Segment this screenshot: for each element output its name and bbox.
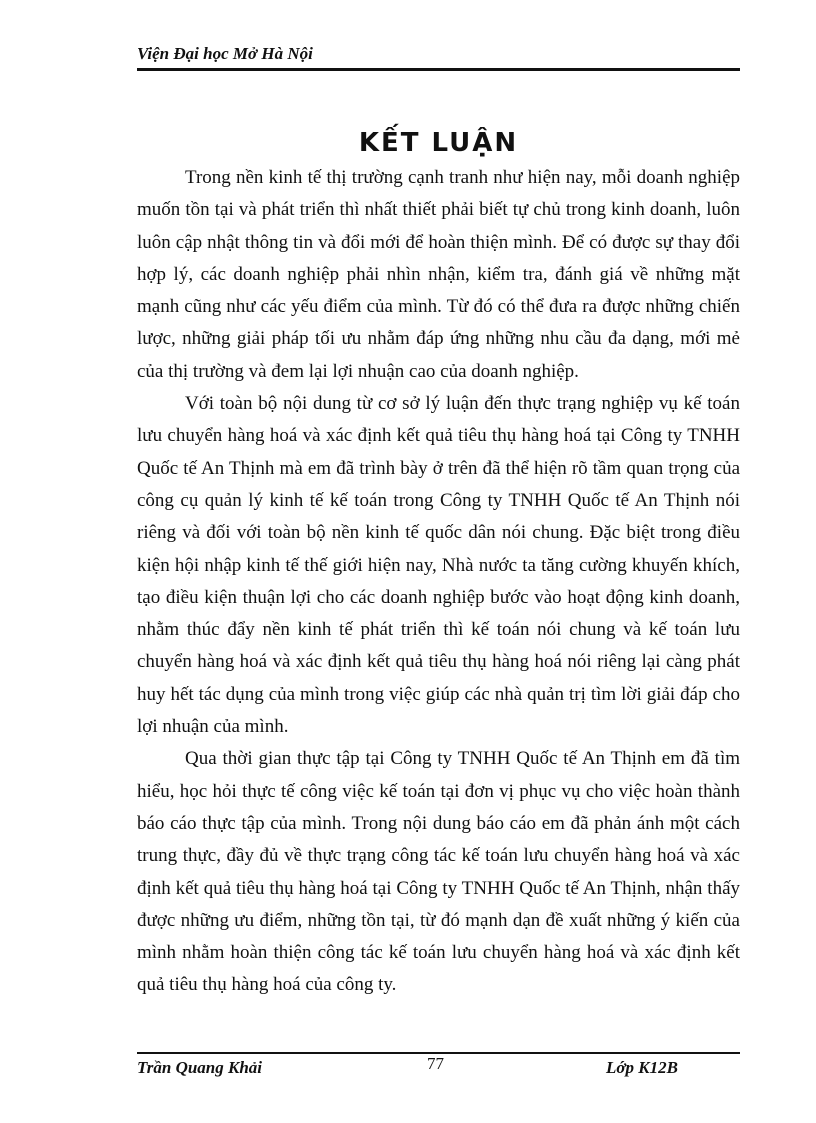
paragraph-2: Với toàn bộ nội dung từ cơ sở lý luận đến thực trạng nghiệp vụ kế toán lưu chuyển hàng hoá và xác định kết quả tiêu thụ hàng hoá tại Công ty TNHH Quốc tế An Thịnh mà em đã trình bày ở trên đã thể hiện rõ tầm quan trọng của công cụ quản lý kinh tế kế toán trong Công ty TNHH Quốc tế An Thịnh nói riêng và đối với toàn bộ nền kinh tế quốc dân nói chung. Đặc biệt trong điều kiện hội nhập kinh tế thế giới hiện nay, Nhà nước ta tăng cường khuyến khích, tạo điều kiện thuận lợi cho các doanh nghiệp bước vào hoạt động kinh doanh, nhằm thúc đẩy nền kinh tế phát triển thì kế toán nói chung và kế toán lưu chuyển hàng hoá và xác định kết quả tiêu thụ hàng hoá nói riêng lại càng phát huy hết tác dụng của mình trong việc giúp các nhà quản trị tìm lời giải đáp cho lợi nhuận của mình. <box>137 393 740 738</box>
page-header <box>137 42 740 71</box>
page-number: 77 <box>427 1054 444 1073</box>
paragraph-1: Trong nền kinh tế thị trường cạnh tranh như hiện nay, mỗi doanh nghiệp muốn tồn tại và phát triển thì nhất thiết phải biết tự chủ trong kinh doanh, luôn luôn cập nhật thông tin và đổi mới để hoàn thiện mình. Để có được sự thay đổi hợp lý, các doanh nghiệp phải nhìn nhận, kiểm tra, đánh giá về những mặt mạnh cũng như các yếu điểm của mình. Từ đó có thể đưa ra được những chiến lược, những giải pháp tối ưu nhằm đáp ứng những nhu cầu đa dạng, mới mẻ của thị trường và đem lại lợi nhuận cao của doanh nghiệp. <box>137 167 740 382</box>
document-body <box>137 162 740 1002</box>
paragraph-3: Qua thời gian thực tập tại Công ty TNHH Quốc tế An Thịnh em đã tìm hiểu, học hỏi thực tế công việc kế toán tại đơn vị phục vụ cho việc hoàn thành báo cáo thực tập của mình. Trong nội dung báo cáo em đã phản ánh một cách trung thực, đầy đủ về thực trạng công tác kế toán lưu chuyển hàng hoá và xác định kết quả tiêu thụ hàng hoá tại Công ty TNHH Quốc tế An Thịnh, nhận thấy được những ưu điểm, những tồn tại, từ đó mạnh dạn đề xuất những ý kiến của mình nhằm hoàn thiện công tác kế toán lưu chuyển hàng hoá và xác định kết quả tiêu thụ hàng hoá của công ty. <box>137 748 740 996</box>
header-institution: Viện Đại học Mở Hà Nội <box>137 44 313 63</box>
footer-author: Trần Quang Khải <box>137 1058 263 1077</box>
page-footer <box>137 1052 740 1084</box>
page-title: KẾT LUẬN <box>358 128 519 158</box>
footer-class-name: Lớp K12B <box>606 1058 678 1077</box>
